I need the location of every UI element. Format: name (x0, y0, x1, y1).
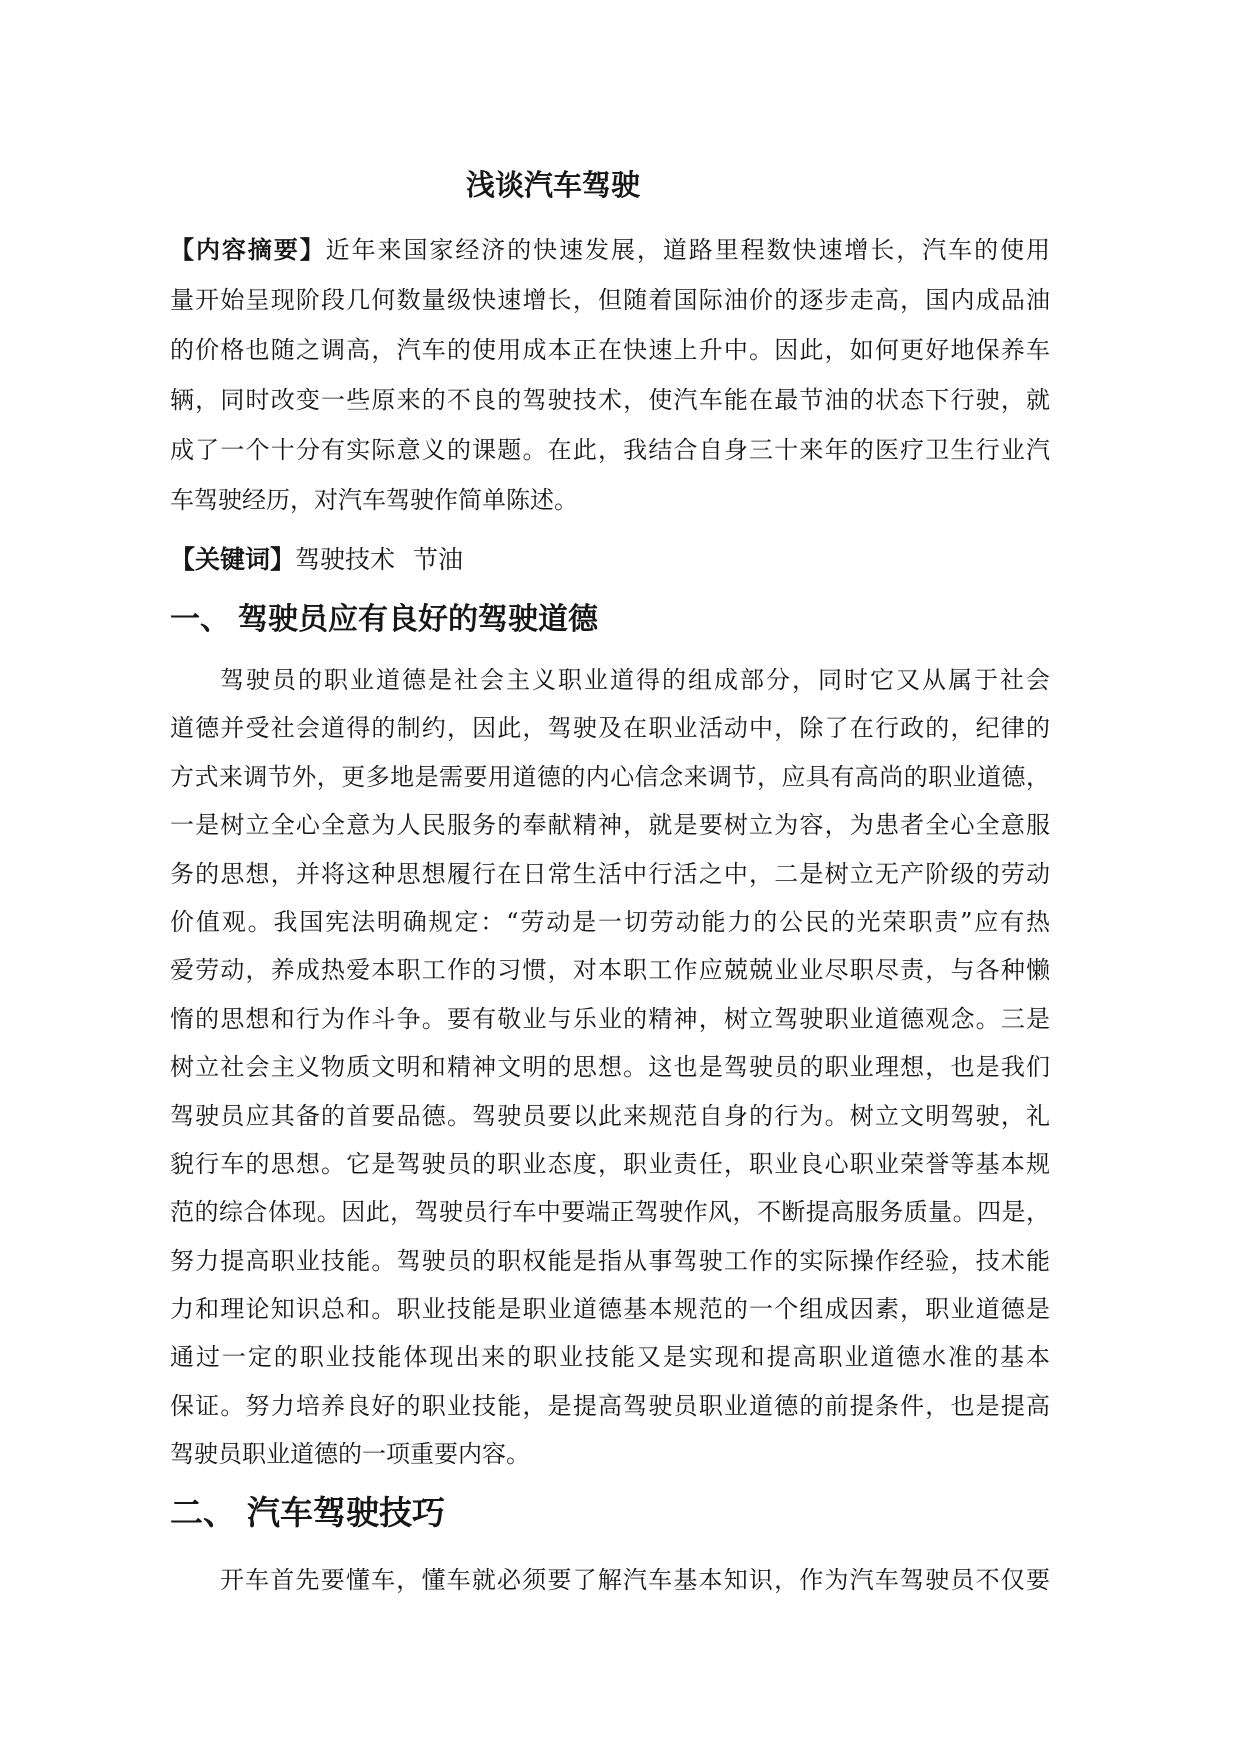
section-number: 一、 (170, 602, 230, 637)
paragraph-line: 方式来调节外，更多地是需要用道德的内心信念来调节，应具有高尚的职业道德， (170, 762, 1050, 791)
keywords-label: 【关键词】 (170, 545, 296, 574)
keyword-item: 节油 (413, 545, 464, 574)
paragraph-line: 一是树立全心全意为人民服务的奉献精神，就是要树立为容，为患者全心全意服 (170, 811, 1050, 840)
paragraph-line: 驾驶员职业道德的一项重要内容。 (170, 1440, 530, 1469)
paragraph-line: 努力提高职业技能。驾驶员的职权能是指从事驾驶工作的实际操作经验，技术能 (170, 1246, 1050, 1275)
section-2-paragraph (170, 1556, 1050, 1604)
abstract-label: 【内容摘要】 (170, 236, 326, 264)
paragraph-line: 保证。努力培养良好的职业技能，是提高驾驶员职业道德的前提条件，也是提高 (170, 1391, 1050, 1420)
paragraph-line: 驾驶员的职业道德是社会主义职业道得的组成部分，同时它又从属于社会 (220, 666, 1050, 694)
keyword-item: 驾驶技术 (295, 545, 396, 574)
paragraph-line: 惰的思想和行为作斗争。要有敬业与乐业的精神，树立驾驶职业道德观念。三是 (170, 1004, 1050, 1033)
paragraph-line: 务的思想，并将这种思想履行在日常生活中行活之中，二是树立无产阶级的劳动 (170, 859, 1050, 888)
abstract-text: 近年来国家经济的快速发展，道路里程数快速增长，汽车的使用 (325, 236, 1051, 264)
paragraph-line: 通过一定的职业技能体现出来的职业技能又是实现和提高职业道德水准的基本 (170, 1343, 1050, 1372)
section-1-paragraph (170, 656, 1050, 1479)
paragraph-line: 貌行车的思想。它是驾驶员的职业态度，职业责任，职业良心职业荣誉等基本规 (170, 1149, 1050, 1178)
paragraph-line: 开车首先要懂车，懂车就必须要了解汽车基本知识，作为汽车驾驶员不仅要 (220, 1566, 1050, 1594)
paragraph-line: 价值观。我国宪法明确规定：“劳动是一切劳动能力的公民的光荣职责”应有热 (170, 907, 1050, 936)
abstract-line: 成了一个十分有实际意义的课题。在此，我结合自身三十来年的医疗卫生行业汽 (170, 436, 1050, 464)
section-title: 汽车驾驶技巧 (247, 1493, 445, 1532)
paragraph-line: 力和理论知识总和。职业技能是职业道德基本规范的一个组成因素，职业道德是 (170, 1295, 1050, 1324)
section-title: 驾驶员应有良好的驾驶道德 (238, 602, 598, 637)
section-number: 二、 (170, 1493, 236, 1532)
abstract-line: 的价格也随之调高，汽车的使用成本正在快速上升中。因此，如何更好地保养车 (170, 336, 1050, 364)
section-heading-1 (170, 596, 598, 644)
section-heading-2 (170, 1488, 445, 1538)
keywords (170, 535, 1050, 585)
paragraph-line: 范的综合体现。因此，驾驶员行车中要端正驾驶作风，不断提高服务质量。四是， (170, 1198, 1050, 1227)
abstract-line: 车驾驶经历，对汽车驾驶作简单陈述。 (170, 486, 578, 514)
paragraph-line: 爱劳动，养成热爱本职工作的习惯，对本职工作应兢兢业业尽职尽责，与各种懒 (170, 956, 1050, 985)
paragraph-line: 树立社会主义物质文明和精神文明的思想。这也是驾驶员的职业理想，也是我们 (170, 1053, 1050, 1082)
document-title: 浅谈汽车驾驶 (465, 168, 640, 202)
abstract (170, 225, 1050, 525)
abstract-line (170, 225, 1050, 275)
paragraph-line: 道德并受社会道得的制约，因此，驾驶及在职业活动中，除了在行政的，纪律的 (170, 714, 1050, 743)
paragraph-line: 驾驶员应其备的首要品德。驾驶员要以此来规范自身的行为。树立文明驾驶，礼 (170, 1101, 1050, 1130)
abstract-line: 量开始呈现阶段几何数量级快速增长，但随着国际油价的逐步走高，国内成品油 (170, 286, 1050, 314)
abstract-line: 辆，同时改变一些原来的不良的驾驶技术，使汽车能在最节油的状态下行驶，就 (170, 386, 1050, 414)
